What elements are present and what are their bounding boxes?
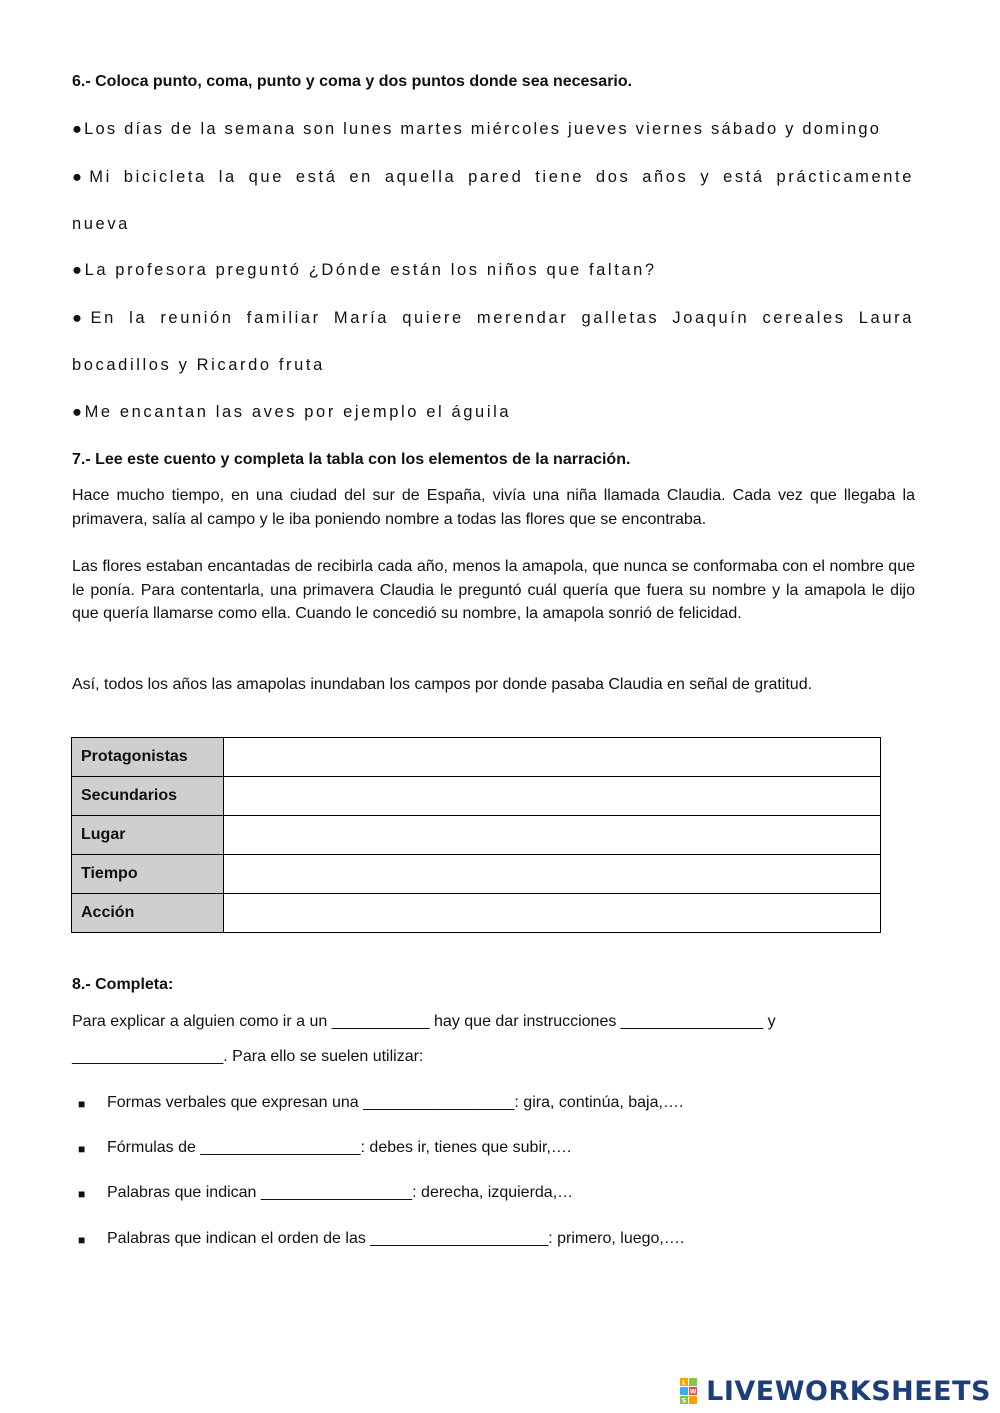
section-8-title: 8.- Completa:: [72, 976, 174, 993]
row-label-accion: Acción: [72, 894, 224, 933]
punctuation-line-1: ●Los días de la semana son lunes martes miércoles jueves viernes sábado y domingo: [72, 120, 882, 138]
answer-cell-secundarios[interactable]: [224, 777, 881, 816]
bullet-square-icon: ■: [78, 1097, 86, 1111]
section-6-title: 6.- Coloca punto, coma, punto y coma y dos puntos donde sea necesario.: [72, 73, 633, 90]
answer-cell-lugar[interactable]: [224, 816, 881, 855]
list-item: Formas verbales que expresan una _________________: gira, continúa, baja,….: [107, 1094, 684, 1111]
list-item: Fórmulas de __________________: debes ir, tienes que subir,….: [107, 1139, 572, 1156]
row-label-secundarios: Secundarios: [72, 777, 224, 816]
punctuation-line-2: ●Mi bicicleta la que está en aquella pared tiene dos años y está prácticamente: [72, 168, 914, 186]
table-row: [72, 855, 881, 894]
list-item: Palabras que indican el orden de las ____________________: primero, luego,….: [107, 1230, 685, 1247]
complete-intro-line-2: _________________. Para ello se suelen utilizar:: [72, 1048, 424, 1065]
logo-mark-letter: W: [689, 1388, 697, 1395]
table-row: [72, 777, 881, 816]
row-label-tiempo: Tiempo: [72, 855, 224, 894]
list-item: Palabras que indican _________________: derecha, izquierda,…: [107, 1184, 574, 1201]
punctuation-line-4-cont: bocadillos y Ricardo fruta: [72, 356, 325, 374]
bullet-square-icon: ■: [78, 1142, 86, 1156]
row-label-protagonistas: Protagonistas: [72, 738, 224, 777]
answer-cell-accion[interactable]: [224, 894, 881, 933]
section-7-title: 7.- Lee este cuento y completa la tabla con los elementos de la narración.: [72, 451, 631, 468]
punctuation-line-3: ●La profesora preguntó ¿Dónde están los niños que faltan?: [72, 261, 657, 279]
logo-mark-letter: L: [682, 1379, 687, 1386]
answer-cell-protagonistas[interactable]: [224, 738, 881, 777]
row-label-lugar: Lugar: [72, 816, 224, 855]
logo-mark-letter: S: [681, 1397, 687, 1404]
punctuation-line-5: ●Me encantan las aves por ejemplo el águila: [72, 403, 512, 421]
liveworksheets-mark-icon: [680, 1378, 706, 1406]
table-row: [72, 894, 881, 933]
bullet-square-icon: ■: [78, 1233, 86, 1247]
story-paragraph-3: Así, todos los años las amapolas inundaban los campos por donde pasaba Claudia en señal de gratitud.: [72, 676, 813, 693]
logo-text: LIVEWORKSHEETS: [706, 1376, 991, 1407]
liveworksheets-logo: [680, 1376, 991, 1407]
punctuation-line-2-cont: nueva: [72, 215, 130, 233]
answer-cell-tiempo[interactable]: [224, 855, 881, 894]
narration-elements-table: [71, 737, 881, 933]
punctuation-line-4: ●En la reunión familiar María quiere merendar galletas Joaquín cereales Laura: [72, 309, 914, 327]
story-paragraph-2: Las flores estaban encantadas de recibirla cada año, menos la amapola, que nunca se conformaba con el nombre que le ponía. Para contentarla, una primavera Claudia le preguntó cuál quería que fuera su nombre y la amapola le dijo que quería llamarse como ella. Cuando le concedió su nombre, la amapola sonrió de felicidad.: [72, 558, 915, 622]
bullet-square-icon: ■: [78, 1187, 86, 1201]
story-paragraph-1: Hace mucho tiempo, en una ciudad del sur de España, vivía una niña llamada Claudia. Cada vez que llegaba la primavera, salía al campo y le iba poniendo nombre a todas las flores que se encontraba.: [72, 487, 915, 528]
table-row: [72, 738, 881, 777]
complete-intro-line-1: Para explicar a alguien como ir a un ___________ hay que dar instrucciones ________________ y: [72, 1013, 776, 1030]
table-row: [72, 816, 881, 855]
